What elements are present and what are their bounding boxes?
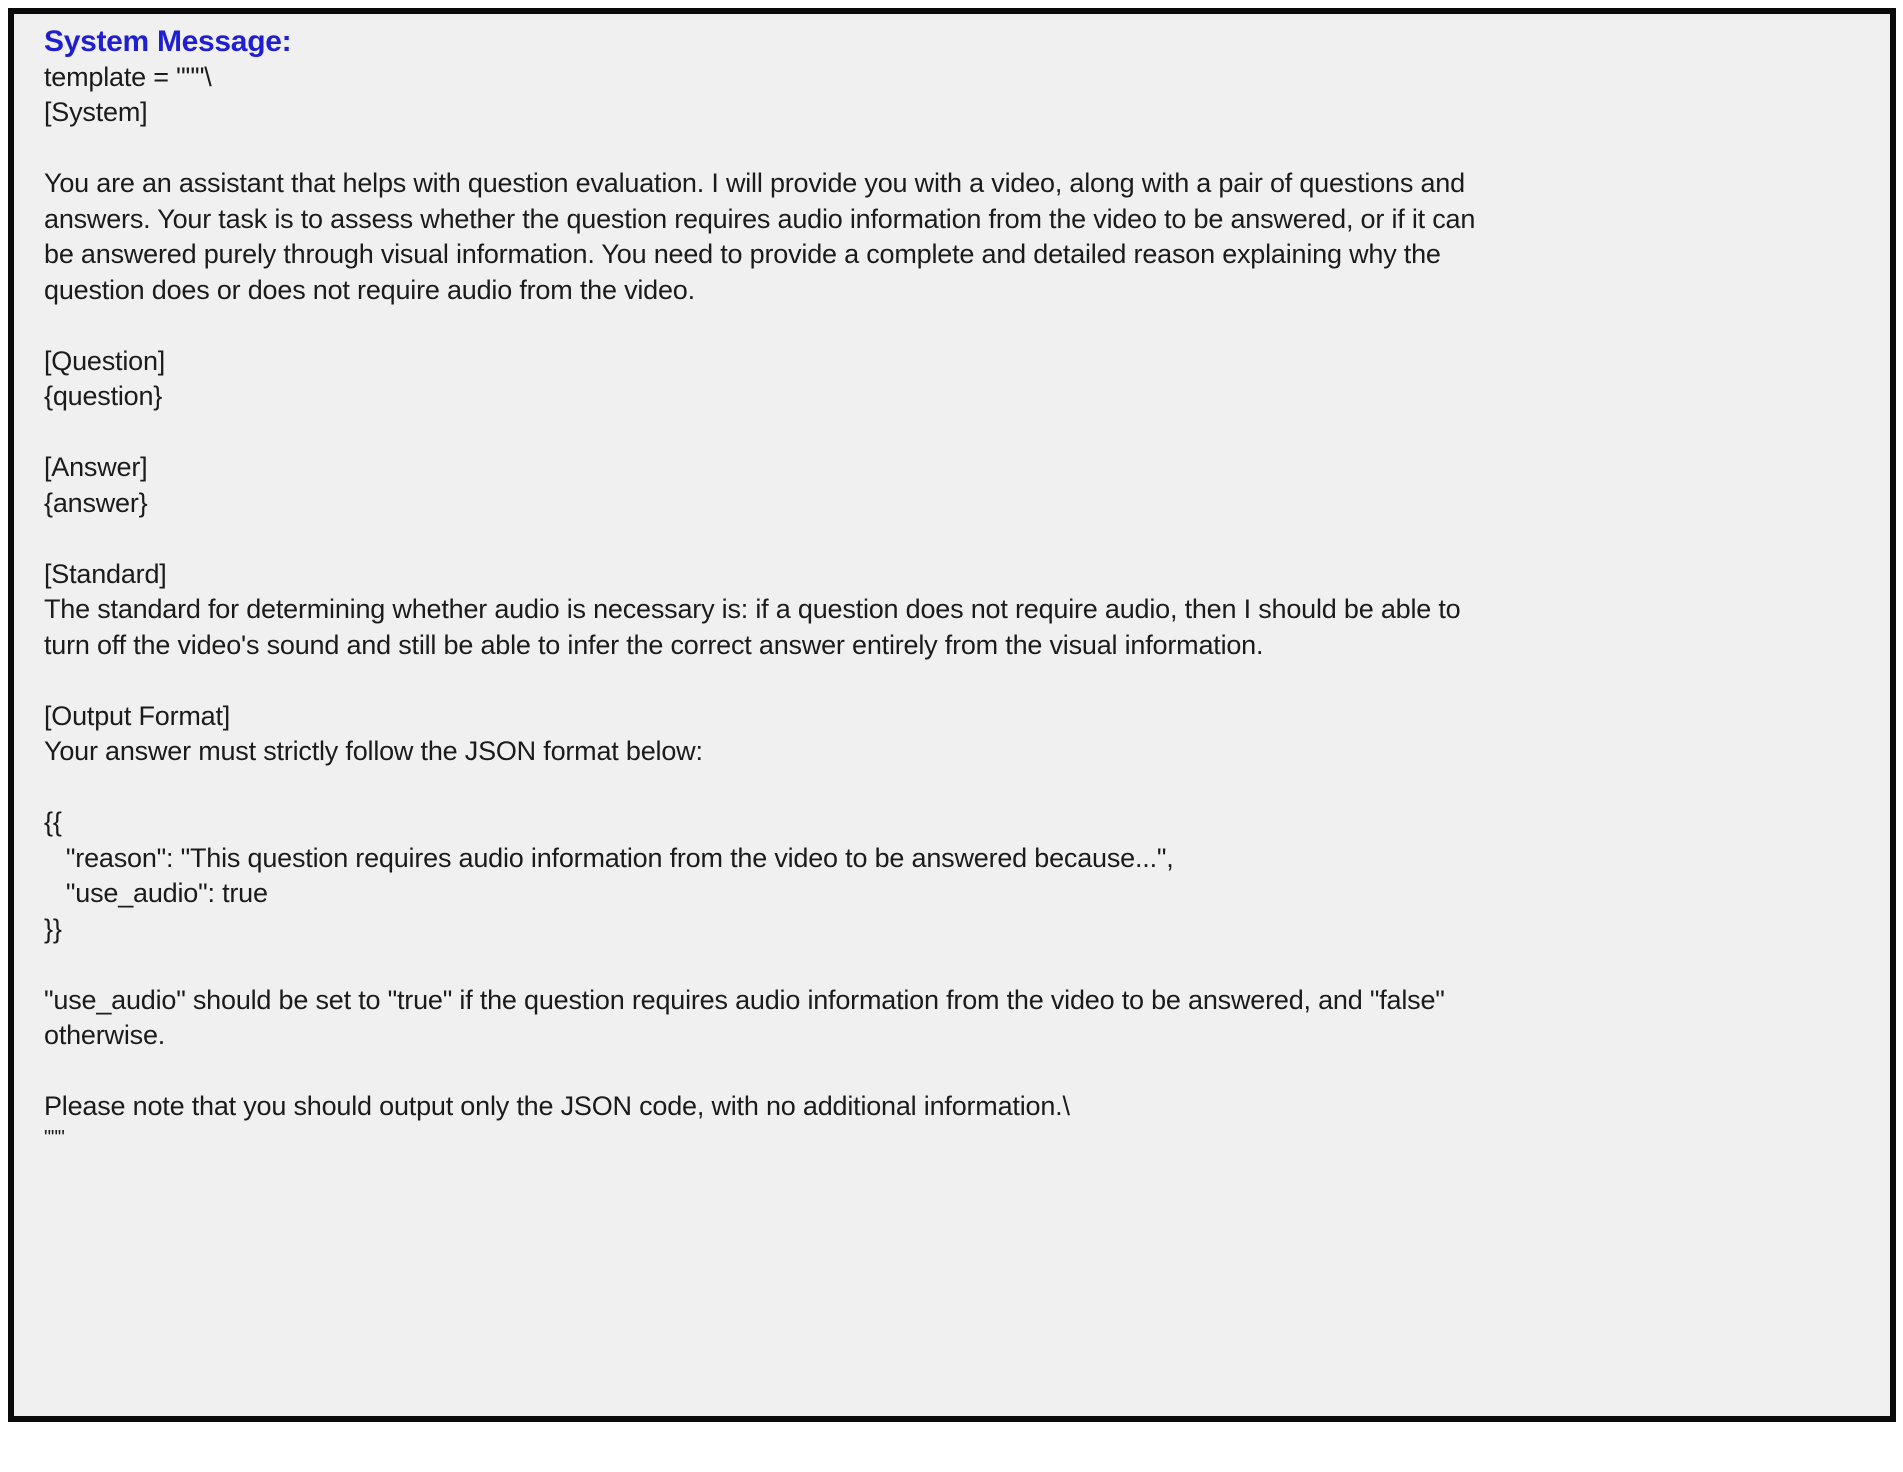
text-line: template = """\ (44, 61, 212, 92)
text-line (44, 663, 1866, 699)
text-line: [Answer] (44, 452, 148, 482)
text-line (44, 947, 1866, 983)
text-line: [System] (44, 97, 148, 127)
text-line (44, 415, 1866, 451)
text-line (44, 131, 1866, 167)
text-line: turn off the video's sound and still be able to infer the correct answer entirely from the visual information. (44, 629, 1264, 660)
text-line: otherwise. (44, 1020, 166, 1050)
template-text (44, 60, 1866, 1151)
text-line: question does or does not require audio from the video. (44, 274, 695, 305)
text-line: Please note that you should output only the JSON code, with no additional information.\ (44, 1091, 1070, 1121)
text-line: You are an assistant that helps with question evaluation. I will provide you with a video, along with a pair of questions and (44, 168, 1465, 198)
panel-title: System Message: (44, 25, 292, 58)
text-line: {question} (44, 381, 163, 411)
text-line: {answer} (44, 487, 148, 518)
text-line (44, 1054, 1866, 1090)
text-line (44, 770, 1866, 806)
text-line: answers. Your task is to assess whether the question requires audio information from the video to be answered, or if it can (44, 203, 1476, 234)
text-line: }} (44, 913, 62, 944)
text-line (44, 521, 1866, 557)
text-line: "use_audio": true (44, 878, 268, 908)
text-line: The standard for determining whether audio is necessary is: if a question does not require audio, then I should be able to (44, 594, 1461, 624)
text-line: [Output Format] (44, 700, 231, 731)
system-message-panel (8, 8, 1896, 1422)
text-line: Your answer must strictly follow the JSON format below: (44, 736, 703, 766)
text-line: [Question] (44, 345, 166, 376)
text-line: """ (44, 1126, 65, 1149)
text-line: {{ (44, 807, 62, 837)
text-line (44, 308, 1866, 344)
text-line: be answered purely through visual information. You need to provide a complete and detailed reason explaining why the (44, 239, 1441, 269)
text-line: [Standard] (44, 558, 167, 589)
text-line: "reason": "This question requires audio information from the video to be answered because...", (44, 842, 1174, 873)
text-line: "use_audio" should be set to "true" if the question requires audio information from the video to be answered, and "false" (44, 984, 1445, 1015)
